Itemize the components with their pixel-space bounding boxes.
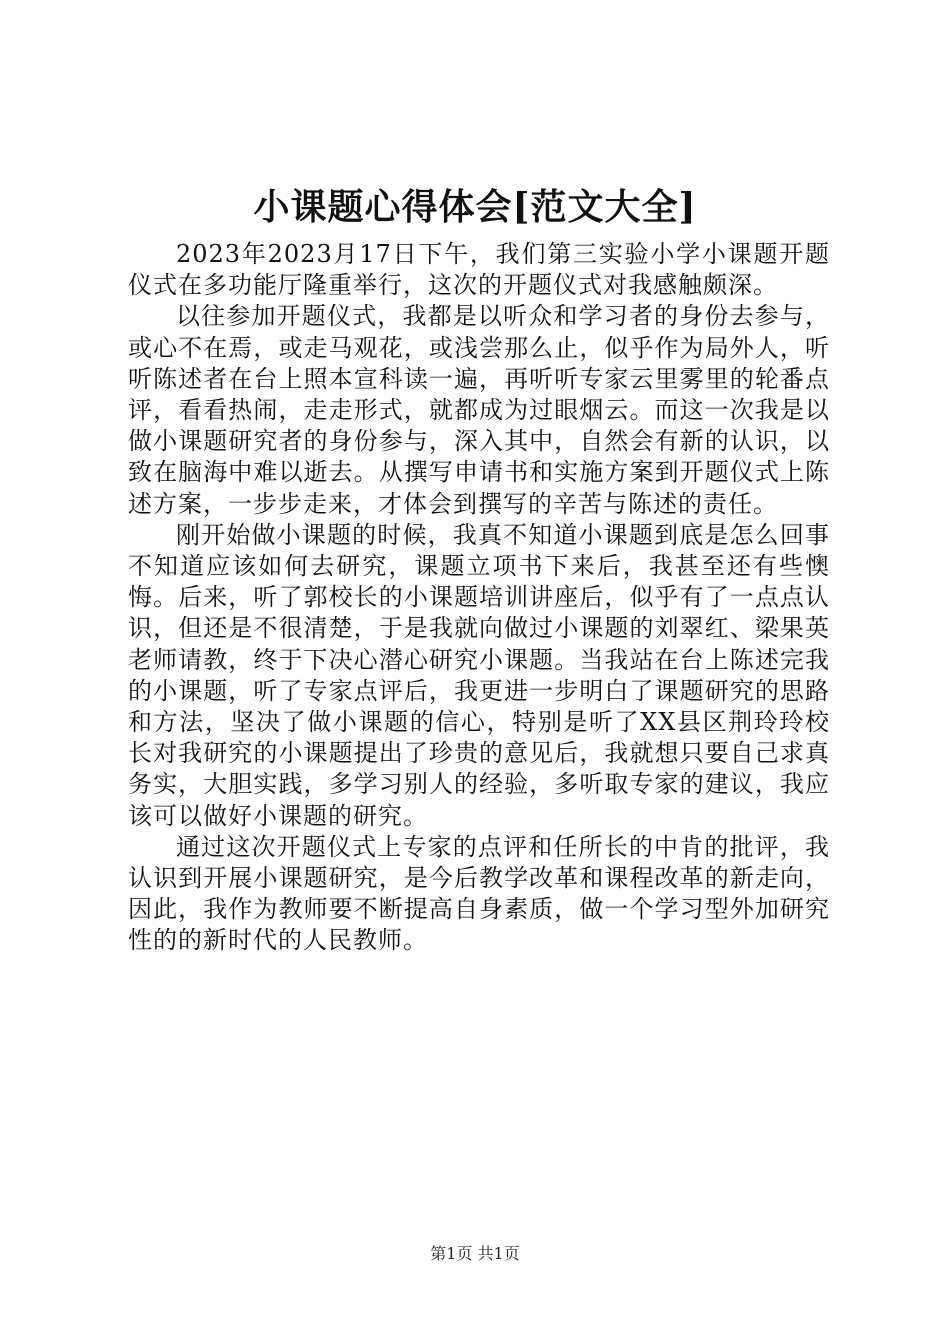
paragraph-2: 以往参加开题仪式，我都是以听众和学习者的身份去参与，或心不在焉，或走马观花，或浅尝那么止，似乎作为局外人，听听陈述者在台上照本宣科读一遍，再听听专家云里雾里的轮番点评，看看热闹，走走形式，就都成为过眼烟云。而这一次我是以做小课题研究者的身份参与，深入其中，自然会有新的认识，以致在脑海中难以逝去。从撰写申请书和实施方案到开题仪式上陈述方案，一步步走来，才体会到撰写的辛苦与陈述的责任。: [128, 302, 830, 518]
document-title: 小课题心得体会[范文大全]: [253, 186, 697, 228]
document-body: [128, 239, 830, 957]
paragraph-3: 刚开始做小课题的时候，我真不知道小课题到底是怎么回事不知道应该如何去研究，课题立项书下来后，我甚至还有些懊悔。后来，听了郭校长的小课题培训讲座后，似乎有了一点点认识，但还是不很清楚，于是我就向做过小课题的刘翠红、梁果英老师请教，终于下决心潜心研究小课题。当我站在台上陈述完我的小课题，听了专家点评后，我更进一步明白了课题研究的思路和方法，坚决了做小课题的信心，特别是听了XX县区荆玲玲校长对我研究的小课题提出了珍贵的意见后，我就想只要自己求真务实，大胆实践，多学习别人的经验，多听取专家的建议，我应该可以做好小课题的研究。: [128, 520, 830, 830]
page-footer: 第1页 共1页: [430, 1244, 520, 1263]
paragraph-1: 2023年2023月17日下午，我们第三实验小学小课题开题仪式在多功能厅隆重举行，这次的开题仪式对我感触颇深。: [128, 240, 830, 300]
paragraph-4: 通过这次开题仪式上专家的点评和任所长的中肯的批评，我认识到开展小课题研究，是今后教学改革和课程改革的新走向，因此，我作为教师要不断提高自身素质，做一个学习型外加研究性的的新时代的人民教师。: [128, 832, 830, 955]
